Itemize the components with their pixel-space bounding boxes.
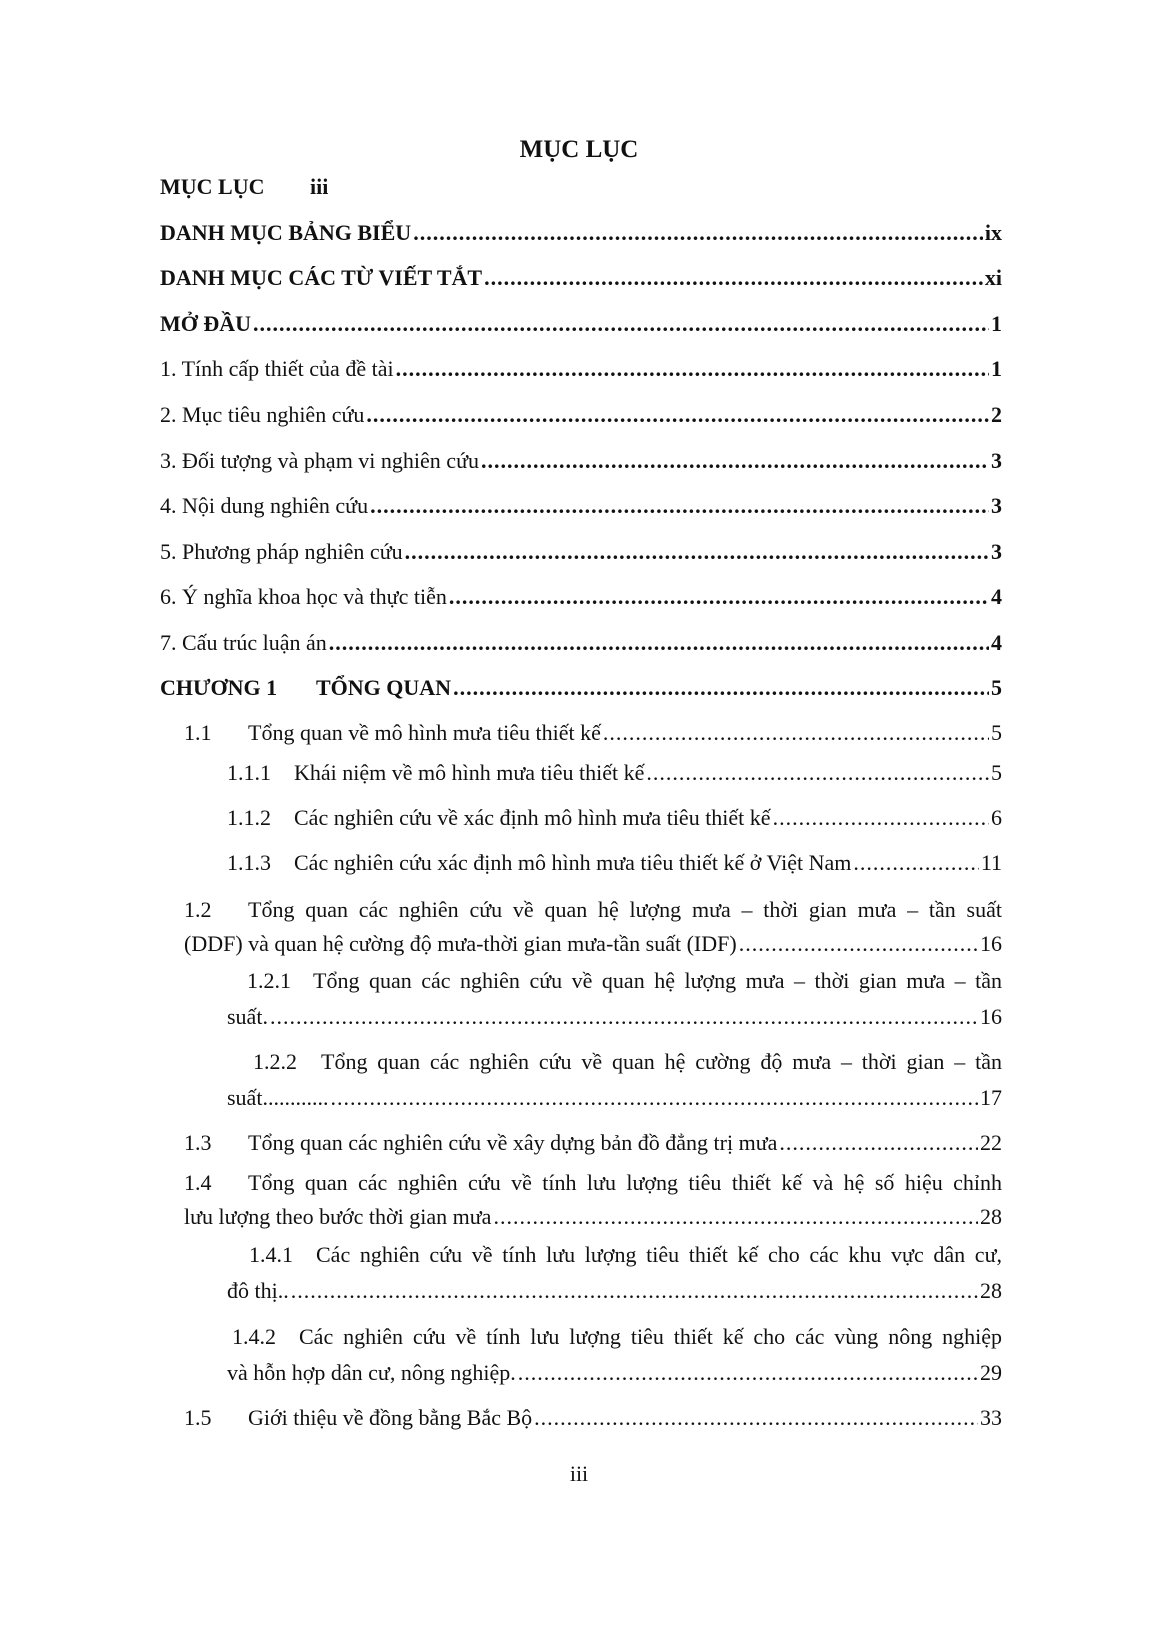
toc-label-line2: và hỗn hợp dân cư, nông nghiệp.: [227, 1360, 516, 1385]
toc-number: 1.2: [184, 897, 212, 922]
toc-page: 3: [991, 539, 1002, 564]
toc-label: Khái niệm về mô hình mưa tiêu thiết kế: [294, 760, 645, 785]
toc-label-line1: Tổng quan các nghiên cứu về tính lưu lượng tiêu thiết kế và hệ số hiệu chỉnh: [248, 1170, 1002, 1195]
toc-leader: [453, 673, 989, 703]
toc-page: 33: [980, 1405, 1002, 1430]
toc-number: 1.5: [184, 1405, 212, 1430]
toc-entry-1-1-1[interactable]: [227, 758, 1002, 788]
toc-number: CHƯƠNG 1: [160, 675, 278, 700]
toc-entry-7[interactable]: [160, 628, 1002, 658]
toc-entry-1-1-3[interactable]: [227, 848, 1002, 878]
toc-number: 1.4: [184, 1170, 212, 1195]
toc-label-line1: Tổng quan các nghiên cứu về quan hệ lượng mưa – thời gian mưa – tần: [313, 968, 1002, 993]
toc-label-line2: suất............: [227, 1085, 329, 1110]
toc-label-line1: Tổng quan các nghiên cứu về quan hệ lượng mưa – thời gian mưa – tần suất: [248, 897, 1002, 922]
toc-label: DANH MỤC BẢNG BIỂU: [160, 220, 412, 245]
toc-page: 5: [991, 760, 1002, 785]
toc-leader: [646, 758, 989, 788]
toc-page: ix: [984, 220, 1002, 245]
toc-entry-1-5[interactable]: [184, 1403, 1002, 1433]
toc-entry-1-3[interactable]: [184, 1128, 1002, 1158]
toc-leader: [853, 848, 978, 878]
toc-leader: [270, 1002, 978, 1032]
toc-entry-4[interactable]: [160, 491, 1002, 521]
toc-leader: [253, 309, 989, 339]
toc-leader: [370, 491, 989, 521]
toc-page: iii: [310, 174, 329, 199]
toc-label-line1: Các nghiên cứu về tính lưu lượng tiêu thiết kế cho các khu vực dân cư,: [316, 1242, 1002, 1267]
toc-page: 16: [980, 931, 1002, 956]
toc-label: 3. Đối tượng và phạm vi nghiên cứu: [160, 448, 479, 473]
toc-leader: [481, 446, 989, 476]
toc-leader: [405, 537, 989, 567]
toc-leader: [366, 400, 989, 430]
toc-leader: [739, 929, 978, 959]
toc-leader: [484, 263, 983, 293]
toc-page: 4: [991, 584, 1002, 609]
toc-label-line2: đô thị..: [227, 1278, 289, 1303]
toc-label-line2: suất.: [227, 1004, 268, 1029]
toc-label: 4. Nội dung nghiên cứu: [160, 493, 369, 518]
toc-number: 1.1: [184, 720, 212, 745]
toc-label: 2. Mục tiêu nghiên cứu: [160, 402, 365, 427]
toc-label: Giới thiệu về đồng bằng Bắc Bộ: [248, 1405, 533, 1430]
toc-label: Tổng quan các nghiên cứu về xây dựng bản đồ đẳng trị mưa: [248, 1130, 778, 1155]
page-title: MỤC LỤC: [519, 136, 639, 163]
toc-page: 16: [980, 1004, 1002, 1029]
toc-leader: [534, 1403, 978, 1433]
toc-entry-6[interactable]: [160, 582, 1002, 612]
toc-label-line2: (DDF) và quan hệ cường độ mưa-thời gian mưa-tần suất (IDF): [184, 931, 737, 956]
toc-page: 22: [980, 1130, 1002, 1155]
toc-leader: [603, 718, 989, 748]
toc-leader: [413, 218, 983, 248]
toc-leader: [449, 582, 989, 612]
toc-number: 1.1.3: [227, 850, 271, 875]
toc-entry-chapter-1[interactable]: [160, 673, 1002, 703]
toc-page: 3: [991, 493, 1002, 518]
toc-label-line2: lưu lượng theo bước thời gian mưa: [184, 1204, 492, 1229]
toc-page: 5: [991, 720, 1002, 745]
toc-entry-1[interactable]: [160, 354, 1002, 384]
toc-page: 6: [991, 805, 1002, 830]
toc-entry-1-2[interactable]: [184, 895, 1002, 959]
toc-page: 4: [991, 630, 1002, 655]
toc-label: 7. Cấu trúc luận án: [160, 630, 327, 655]
toc-label: DANH MỤC CÁC TỪ VIẾT TẮT: [160, 265, 483, 290]
toc-entry-danh-muc-bang-bieu[interactable]: [160, 218, 1002, 248]
toc-page: 17: [980, 1085, 1002, 1110]
toc-leader: [329, 628, 989, 658]
toc-page: 28: [980, 1278, 1002, 1303]
toc-page: 29: [980, 1360, 1002, 1385]
toc-page: 1: [991, 356, 1002, 381]
toc-page: 28: [980, 1204, 1002, 1229]
toc-label: MỤC LỤC: [160, 174, 265, 199]
toc-number: 1.4.2: [232, 1324, 276, 1349]
toc-entry-1-2-1[interactable]: [227, 966, 1002, 1032]
toc-label: Các nghiên cứu xác định mô hình mưa tiêu thiết kế ở Việt Nam: [294, 850, 852, 875]
toc-entry-3[interactable]: [160, 446, 1002, 476]
toc-page: xi: [984, 265, 1002, 290]
toc-leader: [518, 1358, 978, 1388]
toc-label: 1. Tính cấp thiết của đề tài: [160, 356, 394, 381]
toc-label: TỔNG QUAN: [316, 675, 452, 700]
toc-number: 1.1.2: [227, 805, 271, 830]
toc-page: 1: [991, 311, 1002, 336]
toc-page: 3: [991, 448, 1002, 473]
toc-number: 1.2.1: [247, 968, 291, 993]
toc-number: 1.2.2: [253, 1049, 297, 1074]
toc-label: Các nghiên cứu về xác định mô hình mưa tiêu thiết kế: [294, 805, 771, 830]
toc-entry-1-4[interactable]: [184, 1168, 1002, 1232]
toc-label: MỞ ĐẦU: [160, 311, 252, 336]
toc-number: 1.3: [184, 1130, 212, 1155]
toc-page: 5: [991, 675, 1002, 700]
toc-label: Tổng quan về mô hình mưa tiêu thiết kế: [248, 720, 601, 745]
toc-leader: [779, 1128, 978, 1158]
toc-entry-mo-dau[interactable]: [160, 309, 1002, 339]
toc-leader: [330, 1083, 978, 1113]
toc-entry-1-1[interactable]: [184, 718, 1002, 748]
toc-entry-1-4-1[interactable]: [227, 1240, 1002, 1306]
toc-label-line1: Tổng quan các nghiên cứu về quan hệ cường độ mưa – thời gian – tần: [321, 1049, 1002, 1074]
toc-leader: [291, 1276, 978, 1306]
toc-entry-5[interactable]: [160, 537, 1002, 567]
toc-leader: [396, 354, 989, 384]
toc-entry-1-4-2[interactable]: [227, 1322, 1002, 1388]
toc-leader: [773, 803, 989, 833]
toc-page: 2: [991, 402, 1002, 427]
toc-number: 1.1.1: [227, 760, 271, 785]
toc-number: 1.4.1: [249, 1242, 293, 1267]
toc-leader: [493, 1202, 978, 1232]
toc-page: 11: [980, 850, 1002, 875]
toc-entry-danh-muc-tu-viet-tat[interactable]: [160, 263, 1002, 293]
toc-entry-2[interactable]: [160, 400, 1002, 430]
toc-label-line1: Các nghiên cứu về tính lưu lượng tiêu thiết kế cho các vùng nông nghiệp: [299, 1324, 1002, 1349]
page-number-footer: iii: [569, 1461, 589, 1486]
toc-entry-1-2-2[interactable]: [227, 1047, 1002, 1113]
toc-entry-muc-luc[interactable]: [160, 172, 328, 202]
toc-label: 6. Ý nghĩa khoa học và thực tiễn: [160, 584, 447, 609]
toc-entry-1-1-2[interactable]: [227, 803, 1002, 833]
toc-label: 5. Phương pháp nghiên cứu: [160, 539, 403, 564]
